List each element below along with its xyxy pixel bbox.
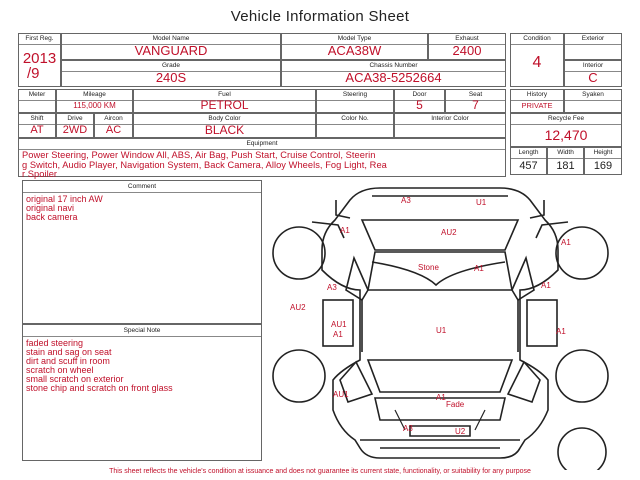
exhaust-label: Exhaust <box>429 34 505 45</box>
aircon-cell <box>94 113 133 138</box>
syaken-label: Syaken <box>565 90 621 101</box>
equipment-box <box>18 138 506 177</box>
body-color-cell <box>133 113 316 138</box>
damage-mark: U1 <box>476 198 487 207</box>
wheel-front-left <box>273 227 325 279</box>
damage-mark: U1 <box>436 326 447 335</box>
drive-value: 2WD <box>62 124 88 136</box>
equipment-label: Equipment <box>19 139 505 150</box>
equipment-line: g Switch, Audio Player, Navigation System, Back Camera, Alloy Wheels, Fog Light, Rea <box>22 159 387 170</box>
seat-value: 7 <box>472 98 479 112</box>
special-note-line: scratch on wheel <box>26 365 94 375</box>
exhaust-cell <box>428 33 506 60</box>
color-no-cell <box>316 113 394 138</box>
model-name-cell <box>61 33 281 60</box>
mileage-label: Mileage <box>57 90 132 101</box>
shift-label: Shift <box>19 114 55 125</box>
door-cell <box>394 89 445 113</box>
disclaimer-footer: This sheet reflects the vehicle's condition at issuance and does not guarantee its current state, functionality, or suitability for any purpose <box>109 468 531 475</box>
history-label: History <box>511 90 563 101</box>
grade-label: Grade <box>62 61 280 72</box>
windshield <box>362 220 518 250</box>
drive-label: Drive <box>57 114 93 125</box>
model-type-value: ACA38W <box>327 43 382 58</box>
grade-value: 240S <box>155 70 187 85</box>
seat-label: Seat <box>446 90 505 101</box>
car-body-outline <box>322 188 558 458</box>
damage-mark: Stone <box>418 263 439 272</box>
grade-cell <box>61 60 281 87</box>
mileage-cell <box>56 89 133 113</box>
steering-cell <box>316 89 394 113</box>
length-cell <box>510 147 547 175</box>
damage-mark: AU2 <box>441 228 457 237</box>
exterior-label: Exterior <box>565 34 621 45</box>
steering-label: Steering <box>317 90 393 101</box>
body-color-label: Body Color <box>134 114 315 125</box>
damage-mark: A1 <box>556 327 566 336</box>
fuel-cell <box>133 89 316 113</box>
special-note-box <box>22 324 262 461</box>
color-no-label: Color No. <box>317 114 393 125</box>
special-note-lines <box>23 337 261 395</box>
condition-value: 4 <box>532 54 542 71</box>
special-note-line: small scratch on exterior <box>26 374 124 384</box>
interior-cell <box>564 60 622 87</box>
length-value: 457 <box>519 160 538 172</box>
length-label: Length <box>511 148 546 159</box>
mileage-value: 115,000 KM <box>73 101 116 110</box>
door-label: Door <box>395 90 444 101</box>
recycle-value: 12,470 <box>544 127 588 143</box>
damage-mark: A1 <box>436 393 446 402</box>
meter-label: Meter <box>19 90 55 101</box>
damage-mark: A1 <box>561 238 571 247</box>
fuel-value: PETROL <box>200 98 249 112</box>
first-reg-month: /9 <box>27 65 40 82</box>
height-value: 169 <box>593 160 613 172</box>
comment-label: Comment <box>23 181 261 193</box>
model-type-label: Model Type <box>282 34 427 45</box>
special-note-label: Special Note <box>23 325 261 337</box>
damage-mark: AU1 <box>331 320 347 329</box>
interior-color-label: Interior Color <box>395 114 505 125</box>
comment-lines <box>23 193 261 224</box>
recycle-cell <box>510 113 622 147</box>
damage-mark: A1 <box>333 330 343 339</box>
damage-mark: A1 <box>474 264 484 273</box>
width-value: 181 <box>556 160 575 172</box>
shift-cell <box>18 113 56 138</box>
wheel-front-right <box>556 227 608 279</box>
damage-mark: AU1 <box>333 390 349 399</box>
exhaust-value: 2400 <box>452 43 482 58</box>
spare-wheel <box>558 428 606 470</box>
roof <box>368 252 512 290</box>
damage-mark: A3 <box>327 283 337 292</box>
first-reg-cell <box>18 33 61 87</box>
equipment-line: Power Steering, Power Window All, ABS, Air Bag, Push Start, Cruise Control, Steerin <box>22 150 376 160</box>
seat-cell <box>445 89 506 113</box>
exterior-cell <box>564 33 622 60</box>
damage-mark: U2 <box>455 427 466 436</box>
comment-line: original 17 inch AW <box>26 194 103 204</box>
width-cell <box>547 147 584 175</box>
comment-line: original navi <box>26 203 75 213</box>
history-cell <box>510 89 564 113</box>
equipment-lines <box>19 150 505 181</box>
shift-value: AT <box>30 124 44 136</box>
interior-value: C <box>588 70 598 85</box>
damage-mark: AU2 <box>290 303 306 312</box>
car-damage-diagram <box>268 180 620 470</box>
condition-cell <box>510 33 564 87</box>
chassis-cell <box>281 60 506 87</box>
recycle-label: Recycle Fee <box>511 114 621 125</box>
damage-mark: A3 <box>403 424 413 433</box>
damage-mark: A1 <box>541 281 551 290</box>
model-name-label: Model Name <box>62 34 280 45</box>
special-note-line: dirt and scuff in room <box>26 356 110 366</box>
special-note-line: stone chip and scratch on front glass <box>26 383 173 393</box>
sheet-title: Vehicle Information Sheet <box>230 8 410 25</box>
first-reg-year: 2013 <box>22 50 57 67</box>
wheel-rear-left <box>273 350 325 402</box>
comment-line: back camera <box>26 212 78 222</box>
special-note-line: stain and sag on seat <box>26 347 112 357</box>
height-cell <box>584 147 622 175</box>
chassis-value: ACA38-5252664 <box>345 70 442 85</box>
width-label: Width <box>548 148 583 159</box>
drive-cell <box>56 113 94 138</box>
model-type-cell <box>281 33 428 60</box>
syaken-cell <box>564 89 622 113</box>
damage-mark: A1 <box>340 226 350 235</box>
model-name-value: VANGUARD <box>134 43 208 58</box>
aircon-label: Aircon <box>95 114 132 125</box>
aircon-value: AC <box>105 124 122 136</box>
height-label: Height <box>585 148 621 159</box>
special-note-line: faded steering <box>26 338 84 348</box>
body-color-value: BLACK <box>204 123 245 137</box>
rear-window <box>368 360 512 392</box>
damage-mark: A3 <box>401 196 411 205</box>
interior-color-cell <box>394 113 506 138</box>
wheel-rear-right <box>556 350 608 402</box>
interior-label: Interior <box>565 61 621 72</box>
equipment-line: r Spoiler <box>22 169 58 179</box>
first-reg-label: First Reg. <box>19 34 60 45</box>
meter-cell <box>18 89 56 113</box>
chassis-label: Chassis Number <box>282 61 505 72</box>
damage-mark: Fade <box>446 400 465 409</box>
fuel-label: Fuel <box>134 90 315 101</box>
history-value: PRIVATE <box>521 101 553 110</box>
door-value: 5 <box>416 98 423 112</box>
condition-label: Condition <box>511 34 563 45</box>
comment-box <box>22 180 262 324</box>
